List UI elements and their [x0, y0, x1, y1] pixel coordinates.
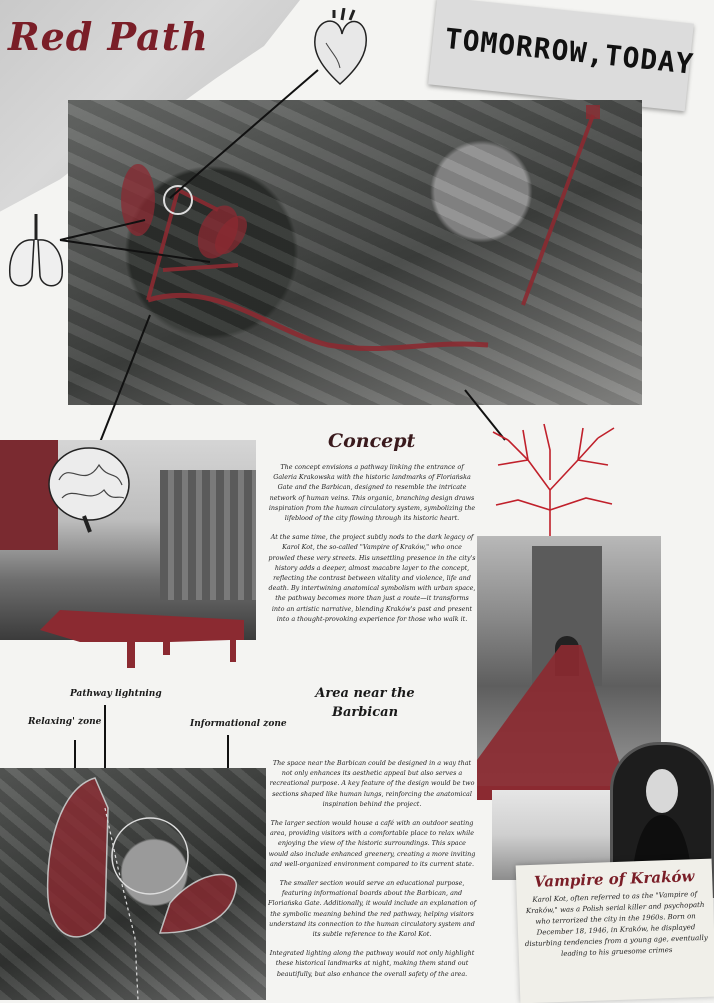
page-title: Red Path [8, 14, 209, 59]
zone-label-pathway: Pathway lightning [70, 689, 162, 699]
vampire-heading: Vampire of Kraków [533, 867, 695, 891]
area-paragraph: The larger section would house a café with an outdoor seating area, providing visitors with a comfortable place to relax while enjoying the view of the historic surroundings. This space would also include enhanced greenery, creating a more inviting and well-organized environment compared to its current state. [268, 819, 476, 868]
lungs-icon [4, 210, 70, 294]
brain-icon [44, 440, 134, 536]
concept-heading: Concept [328, 430, 416, 452]
tomorrow-today-text: TOMORROW,TODAY [443, 21, 696, 81]
area-heading: Area near the Barbican [315, 686, 415, 720]
building-facade [160, 470, 256, 600]
area-paragraph: The smaller section would serve an educational purpose, featuring informational boards about the Barbican, and Floriańska Gate. Additionally, it would include an explanation of the symbolic meaning behind the red pathway, helping visitors understand its connection to the human circulatory system and its subtle reference to the Karol Kot. [268, 879, 476, 939]
blood-drip-street [0, 600, 256, 670]
vampire-text: Karol Kot, often referred to as the "Vampire of Kraków," was a Polish serial killer and psychopath who terrorized the city in the 1960s. Born on December 18, 1946, in Kraków, he displayed disturbing tendencies from a young age, eventually leading to his gruesome crimes [524, 890, 708, 958]
zone-label-relaxing: Relaxing' zone [28, 717, 102, 727]
concept-paragraph: The concept envisions a pathway linking the entrance of Galeria Krakowska with the historic landmarks of Floriańska Gate and the Barbican, designed to resemble the intricate network of human veins. This organic, branching design draws inspiration from the human circulatory system, symbolizing the lifeblood of the city flowing through its historic heart. [268, 463, 476, 523]
concept-paragraph: At the same time, the project subtly nods to the dark legacy of Karol Kot, the so-called "Vampire of Kraków," who once prowled these very streets. His unsettling presence in the city's history adds a deeper, almost macabre layer to the concept, reflecting the contrast between vitality and violence, life and death. By intertwining anatomical symbolism with urban space, the pathway becomes more than just a route—it transforms into an artistic narrative, blending Kraków's past and present into a thought-provoking experience for those who walk it. [268, 533, 476, 623]
area-paragraph: Integrated lighting along the pathway would not only highlight these historical landmarks at night, making them stand out beautifully, but also enhance the overall safety of the area. [269, 949, 475, 978]
concept-text [268, 462, 476, 633]
vampire-info-card [516, 859, 714, 1003]
lung-zones-overlay [0, 768, 266, 1000]
zone-label-informational: Informational zone [190, 719, 287, 729]
heart-icon [312, 8, 368, 88]
area-text [268, 758, 476, 988]
area-paragraph: The space near the Barbican could be designed in a way that not only enhances its aesthetic appeal but also serves a recreational purpose. A key feature of the design would be two sections shaped like human lungs, reinforcing the anatomical inspiration behind the project. [269, 759, 475, 808]
veins-icon [488, 420, 618, 540]
